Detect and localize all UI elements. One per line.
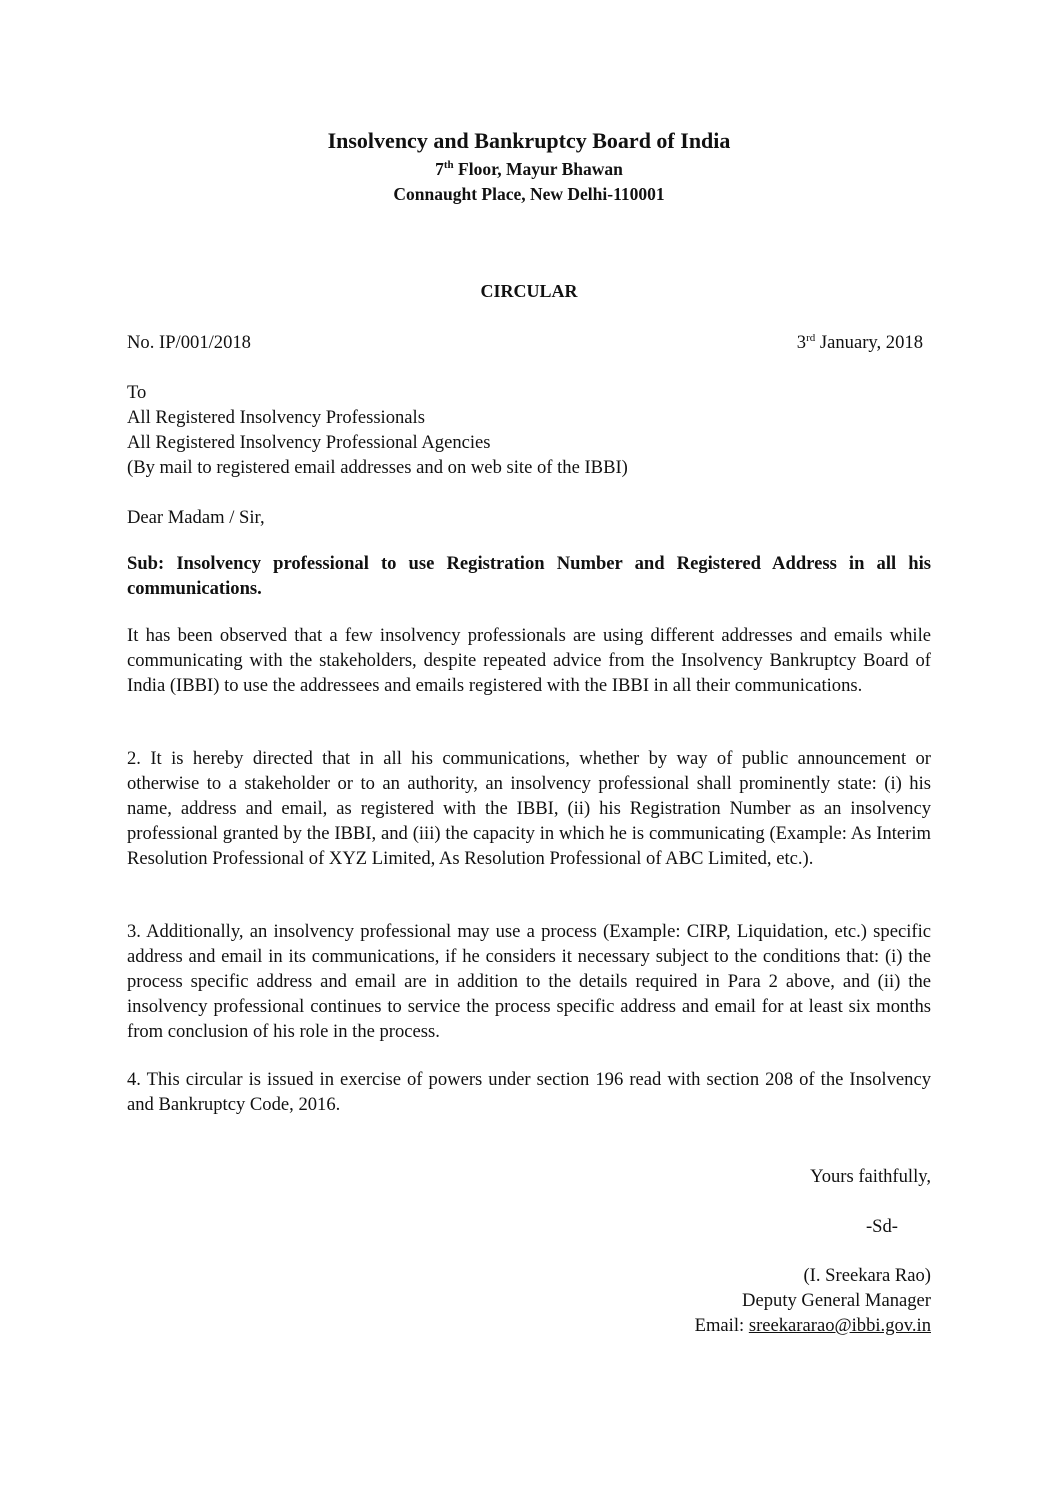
paragraph: 3. Additionally, an insolvency professional may use a process (Example: CIRP, Liquidation, etc.) specific address and email in its communications, if he considers it necessary subject to the conditions that: (i) the process specific address and email are in addition to the details required in Para 2 above, and (ii) the insolvency professional continues to service the process specific address and email for at least six months from conclusion of his role in the process.	[127, 921, 931, 1042]
paragraph: 2. It is hereby directed that in all his communications, whether by way of public announcement or otherwise to a stakeholder or to an authority, an insolvency professional shall prominently state: (i) his name, address and email, as registered with the IBBI, (ii) his Registration Number as an insolvency professional granted by the IBBI, and (iii) the capacity in which he is communicating (Example: As Interim Resolution Professional of XYZ Limited, As Resolution Professional of ABC Limited, etc.).	[127, 748, 931, 869]
email-label: Email:	[694, 1315, 749, 1336]
address-floor-suffix: th	[443, 159, 454, 172]
yours-faithfully: Yours faithfully,	[810, 1166, 931, 1187]
address-floor-rest: Floor, Mayur Bhawan	[453, 159, 623, 179]
salutation: Dear Madam / Sir,	[127, 507, 265, 528]
signatory-name: (I. Sreekara Rao)	[803, 1265, 931, 1286]
recipients-line: All Registered Insolvency Professionals	[127, 407, 425, 428]
date-suffix: rd	[806, 331, 816, 344]
recipients-to: To	[127, 382, 147, 403]
signature-mark: -Sd-	[865, 1216, 898, 1237]
address-floor	[0, 159, 1058, 180]
recipients-line: All Registered Insolvency Professional Agencies	[127, 432, 491, 453]
organization-title: Insolvency and Bankruptcy Board of India	[327, 128, 731, 153]
reference-number: No. IP/001/2018	[127, 332, 251, 353]
recipients-block	[127, 380, 931, 480]
address-line: Connaught Place, New Delhi-110001	[393, 184, 665, 204]
document-type-heading: CIRCULAR	[480, 281, 578, 301]
address-floor-number: 7	[435, 159, 444, 179]
paragraph: 4. This circular is issued in exercise of powers under section 196 read with section 208 of the Insolvency and Bankruptcy Code, 2016.	[127, 1069, 931, 1115]
recipients-line: (By mail to registered email addresses and on web site of the IBBI)	[127, 457, 628, 478]
email-link[interactable]: sreekararao@ibbi.gov.in	[748, 1315, 931, 1336]
paragraph: It has been observed that a few insolvency professionals are using different addresses and emails while communicating with the stakeholders, despite repeated advice from the Insolvency Bankruptcy Board of India (IBBI) to use the addressees and emails registered with the IBBI in all their communications.	[127, 625, 931, 696]
circular-date	[797, 330, 923, 355]
date-day: 3	[796, 332, 807, 353]
subject-line: Sub: Insolvency professional to use Registration Number and Registered Address in all his communications.	[127, 553, 931, 599]
signatory-designation: Deputy General Manager	[742, 1290, 931, 1311]
date-rest: January, 2018	[815, 332, 923, 353]
signatory-email	[695, 1313, 931, 1338]
signatory-block	[695, 1263, 931, 1338]
